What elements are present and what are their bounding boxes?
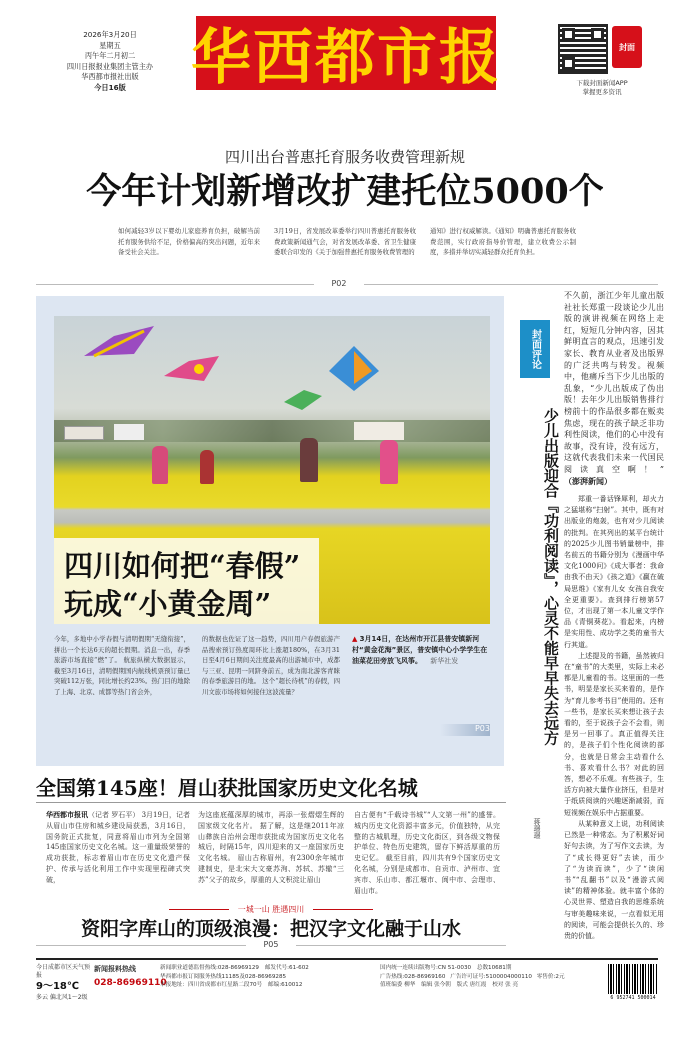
author-name: 蒋璟璟 — [533, 818, 541, 839]
weather-label: 今日成都市区天气预报 — [36, 964, 91, 979]
bottom-headline: 资阳字库山的顶级浪漫：把汉字文化融于山水 — [80, 918, 461, 940]
issue-weekday: 星期五 — [99, 40, 121, 50]
postal-code: 邮发代号:61-602 — [264, 965, 309, 971]
zip-code: 邮编:610012 — [268, 982, 303, 989]
issue-date: 2026年3月20日 — [83, 30, 137, 39]
ad-hotline: 广告热线:028-86969160 — [380, 973, 446, 980]
cover-app-icon — [612, 26, 642, 68]
qr-caption — [554, 79, 650, 97]
commentary-body-1: 郑重一番话锋犀利，却火力之猛堪称“扫射”。其中，既有对出版业的炮轰，也有对少儿阅读的批判。在其列出的某平台统计的2025少儿图书销量榜中，排名前五的书籍分别为《漫画中华文化1000问》《成大事者：我命由我不由天》《孩之道》《赢在破局思维》《家有儿女 女孩自我安全更重要》。查到排行榜第57位，才出现了第一本儿童文学作品《青铜葵花》。看起来，内榜是实用性、成功学之类的童书大行其道。 — [564, 495, 664, 649]
retail-price: 零售价:2元 — [536, 973, 565, 980]
city-headline: 全国第145座！眉山获批国家历史文化名城 — [36, 776, 418, 800]
bottom-page-ref: P05 — [246, 940, 296, 949]
weather-desc: 多云 偏北风1～2级 — [36, 994, 88, 1001]
commentary-intro-text: 不久前，浙江少年儿童出版社社长郑重一段谈论少儿出版的演讲视频在网络上走红，短短几分钟内容，因其鲜明直言的观点，迅速引发家长、教育从业者及出版界的广泛共鸣与转发。视频中，他痛斥当下少儿出版的乱象，“少儿出版成了伪出版！去年少儿出版销售排行榜前十的作品很多都在贩卖焦虑，现在的孩子缺乏非功利性阅读，他们的心中没有故事，没有诗，没有远方，这就代表我们未来一代国民阅读真空啊！” — [564, 291, 664, 474]
commentary-label-text: 封面评论 — [529, 329, 541, 369]
lead-col-1: 如何减轻3岁以下婴幼儿家庭养育负担，破解当前托育服务供给不足，价格偏高的突出问题，近年来备受社会关注。 — [118, 227, 260, 257]
logo-text: 华西都市报 — [191, 23, 501, 93]
footer-line-3 — [160, 981, 375, 990]
issue-total: 总数10681期 — [476, 965, 512, 971]
feature-page-ref: P03 — [440, 724, 490, 736]
feature-headline-box — [54, 538, 319, 624]
city-col-1-text: 3月19日，记者从眉山市住房和城乡建设局获悉，3月16日，国务院正式批复，同意将眉山市列为全国第145座国家历史文化名城。这一重量级荣誉的成功获批，标志着眉山市在历史文化遗产保护、传承与活化利用工作中实现里程碑式突破， — [46, 811, 190, 884]
hotline-label: 新闻报料热线 — [94, 965, 136, 973]
weather-temp: 9～18℃ — [36, 981, 79, 992]
duty-editor: 值班编委 柳华 — [380, 982, 416, 989]
commentary-author — [532, 818, 548, 841]
commentary-label — [520, 320, 550, 378]
city-byline: 华西都市报讯 — [46, 810, 89, 819]
feature-headline-line2: 玩成“小黄金周” — [64, 587, 272, 621]
lead-kicker: 四川出台普惠托育服务收费管理新规 — [224, 148, 465, 166]
footer-line-4 — [380, 964, 602, 973]
qr-caption-line1: 下载封面新闻APP — [576, 79, 628, 87]
editor: 编辑 张今朝 — [421, 982, 451, 989]
commentary-title: 少儿出版迎合『功利阅读』，心灵不能早早失去远方 — [542, 408, 560, 746]
masthead-logo — [191, 16, 501, 93]
commentary-body-3: 从某种意义上说，功利阅读已然是一种常态。为了积累好词好句去读，为了写作文去读，为了“成长得更好”去读，而少了“为读而读”，少了“读闲书”“乱翻书”以及“漫游式阅读”的精神体验。就丰富个体的心灵世界、塑造自我的思维系统与审美趣味来说，一点看似无用的阅读，可能会提供长久的、珍贵的价值。 — [564, 819, 664, 940]
footer-info-right — [380, 964, 602, 1004]
qr-code-icon — [558, 24, 608, 74]
commentary-column — [514, 290, 664, 1002]
hotline-number: 028-86969110 — [94, 978, 167, 988]
commentary-intro — [564, 290, 664, 486]
masthead-info — [36, 30, 184, 93]
photo-caption — [352, 634, 492, 738]
lead-col-3: 通知》进行权威解读。《通知》明确普惠托育服务收费范围，实行政府指导价管理，建立收费公示制度，多措并举切实减轻群众托育负担。 — [430, 227, 576, 257]
commentary-body-2: 上述提及的书籍，虽然被归在“童书”的大类里，实际上未必都是儿童看的书。这里面的一些书，明显是家长买来看的，是作为“育儿参考书目”使用的。还有一些书，是家长买来想让孩子去看的，至于说孩子会不会看，则是另一回事了。真正值得关注的，是孩子们个性化阅读的部分，也就是日常会主动看什么书、喜欢看什么书？对此的回答，想必不乐观。有些孩子，生活方向被大量作业挤压，但是对于纸质阅读的兴趣逐渐减弱，而短视频在娱乐中占据重要。 — [564, 651, 664, 817]
sponsor-line: 四川日报报业集团主管主办 — [66, 61, 154, 71]
commentary-intro-source: （澎湃新闻） — [564, 475, 612, 486]
commentary-body — [564, 494, 664, 994]
proofreader: 校对 张 亮 — [492, 982, 519, 989]
city-reporter: （记者 罗石平） — [88, 811, 140, 819]
kite-icon — [84, 326, 164, 366]
feature-body-col-1: 今年，多地中小学春假与清明假期“无缝衔接”，拼出一个长达6天的超长假期。消息一出，春季旅游市场直接“燃”了。 航旅纵横大数据显示，截至3月16日，清明假期国内航线机票预订量已突破112万张，同比增长约23%。热门目的地除了上海、北京、成都等热门省会外， — [54, 635, 190, 696]
city-col-1 — [46, 810, 190, 900]
app-icon-label: 封面 — [619, 42, 635, 52]
lead-page-ref: P02 — [314, 279, 364, 288]
publisher-line: 华西都市报社出版 — [81, 72, 139, 81]
serial-number: 国内统一连续出版物号:CN 51-0030 — [380, 965, 472, 971]
office-address: 本报地址：四川省成都市红星路二段70号 — [160, 982, 263, 989]
feature-body-col-2: 的数据也佐证了这一趋势，四川用户春假旅游产品搜索预订热度周环比上涨超180%，在3月31日至4月6日期间关注度最高的出游城市中，成都与三亚、昆明一同跻身前五，成为南北游客青睐的春季旅游目的地。 这个“超长待机”的春假，四川文旅市场将如何接住这波流量？ — [202, 635, 340, 696]
feature-headline-line1: 四川如何把“春假” — [64, 549, 301, 583]
lead-headline: 今年计划新增改扩建托位5000个 — [86, 171, 604, 212]
ad-license: 广告许可证号:5100004000110 — [450, 973, 532, 980]
footer-info-left — [160, 964, 375, 1004]
qr-caption-line2: 掌握更多资讯 — [582, 88, 622, 96]
lunar-date: 丙午年二月初二 — [84, 51, 136, 60]
city-col-2: 为这座底蕴深厚的城市，再添一张熠熠生辉的国家级文化名片。 据了解，这是继2011年凉山彝族自治州会理市获批成为国家历史文化名城后，时隔15年，四川迎来的又一座国家历史文化名城。 眉山古称眉州，有2300余年城市建制史，是北宋大文豪苏洵、苏轼、苏辙“三苏”父子的故乡，厚重的人文积淀让眉山 — [198, 811, 344, 884]
ethics-hotline: 新闻职业道德监督热线:028-86969129 — [160, 965, 259, 971]
barcode-number: 6 952741 500014 — [610, 995, 656, 1001]
caption-text: 3月14日，在达州市开江县普安镇新河村“黄金花海”景区，普安镇中心小学学生在油菜花田旁放飞风筝。 — [352, 635, 488, 665]
footer-line-5 — [380, 973, 602, 982]
kite-icon — [324, 346, 384, 406]
footer-line-6 — [380, 981, 602, 990]
lead-col-2: 3月19日，省发展改革委举行四川普惠托育服务收费政策新闻通气会，对省发展改革委、省卫生健康委联合印发的《关于加强普惠托育服务收费管理的 — [274, 227, 416, 257]
kite-icon — [164, 356, 224, 386]
hotline-box — [94, 964, 167, 1002]
layout-editor: 版式 唐红霞 — [456, 982, 487, 989]
bottom-kicker-text: 一城一山 胜遇四川 — [237, 905, 305, 914]
kite-icon — [284, 390, 324, 412]
caption-credit: 新华社发 — [430, 657, 459, 665]
caption-triangle-icon: ▲ — [352, 635, 358, 643]
barcode-icon — [608, 964, 658, 994]
subscription-line: 华西都市报订阅服务热线11185及028-86969285 — [160, 973, 287, 980]
weather-box — [36, 964, 92, 1004]
city-col-3: 自古便有“千载诗书城”“人文第一州”的盛誉。城内历史文化资源丰富多元，价值独特，从完整的古城肌理，历史文化街区，到各级文物保护单位、特色历史建筑，留存下鲜活厚重的历史记忆。 截至目前，四川共有9个国家历史文化名城，分别是成都市、自贡市、泸州市、宜宾市、乐山市、都江堰市、阆中市、会理市、眉山市。 — [354, 811, 500, 895]
page-count: 今日16版 — [94, 82, 126, 92]
footer-line-1 — [160, 964, 375, 973]
